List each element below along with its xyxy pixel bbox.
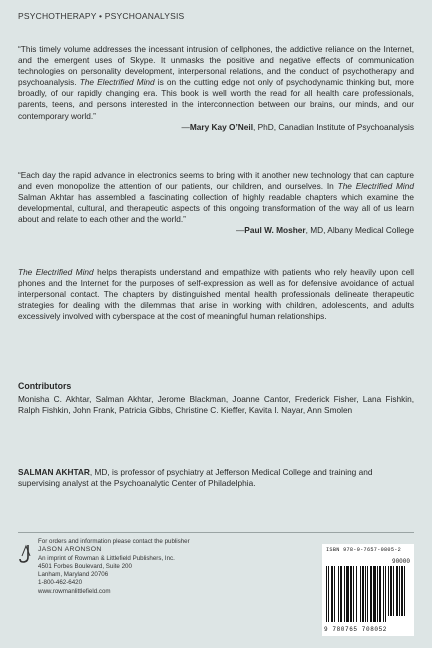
review-author: Paul W. Mosher [244,225,306,236]
isbn-barcode [322,544,414,636]
review-credentials: , PhD, Canadian Institute of Psychoanalysis [253,121,414,132]
review-quote-rest: Salman Akhtar has assembled a fascinating collection of highly readable chapters which examine the developmental, cultural, and therapeutic aspects of this ongoing transformation of the way all of us learn about and relate to each other and the world.” [18,192,414,225]
review-author: Mary Kay O’Neil [189,121,254,132]
book-title: The Electrified Mind [337,181,414,192]
review-o-neil [18,44,414,133]
review-quote-rest: is on the cutting edge not only of psychodynamic thinking but, more broadly, of our rapidly changing era. This book is well worth the read for all health care professionals, parents, teens, and persons interested in the interconnection between our brains, our minds, and our contemporary world.” [18,77,415,121]
category-label: PSYCHOTHERAPY • PSYCHOANALYSIS [18,11,185,21]
publisher-intro: For orders and information please contact the publisher [38,538,190,545]
publisher-phone: 1-800-462-6420 [38,579,83,587]
review-mosher [18,170,414,237]
author-bio-text: , MD, is professor of psychiatry at Jefferson Medical College and training and supervising analyst at the Psychoanalytic Center of Philadelphia. [18,467,373,489]
attribution-dash: — [181,121,190,132]
barcode-digits: 9 780765 708052 [324,626,388,633]
book-title: The Electrified Mind [18,267,94,277]
publisher-line: An imprint of Rowman & Littlefield Publishers, Inc. [38,554,175,562]
review-attribution [18,225,414,236]
barcode-bars [326,566,386,624]
publisher-name: JASON ARONSON [38,546,102,554]
publisher-website: www.rowmanlittlefield.com [38,587,111,595]
book-title: The Electrified Mind [79,77,155,88]
jason-aronson-logo-icon [19,544,33,564]
publisher-info [38,538,190,596]
attribution-dash: — [236,225,245,236]
price-code: 90000 [391,558,410,565]
author-bio [18,467,414,489]
publisher-address: 4501 Forbes Boulevard, Suite 200 [38,562,132,570]
contributors-heading: Contributors [18,381,72,391]
review-quote: “This timely volume addresses the incessant intrusion of cellphones, the addictive reliance on the Internet, and the emergent uses of Skype. It unmasks the positive and negative effects of communication technologies on personality development, interpersonal relations, and the conduct of psychotherapy and psychoanalysis. [18,44,414,88]
isbn-number: ISBN 978-0-7657-0805-2 [326,547,402,553]
description-text: helps therapists understand and empathize with patients who rely heavily upon cell phones and the Internet for the purposes of self-expression as well as for defensive avoidance of actual interpersonal contact. The chapters by distinguished mental health professionals delineate therapeutic strategies for dealing with the dilemmas that arise in working with children, adolescents, and adults excessively involved with cyberspace at the cost of meaningful human relationships. [18,267,414,322]
author-name: SALMAN AKHTAR [18,467,90,477]
publisher-city: Lanham, Maryland 20706 [38,571,109,579]
divider [18,532,414,533]
book-description [18,267,414,322]
contributors-list: Monisha C. Akhtar, Salman Akhtar, Jerome Blackman, Joanne Cantor, Frederick Fisher, Lana Fishkin, Ralph Fishkin, John Frank, Patricia Gibbs, Christine C. Kieffer, Kavita I. Nayar, Ann Smolen [18,394,414,416]
review-credentials: , MD, Albany Medical College [305,225,414,236]
review-quote: “Each day the rapid advance in electronics seems to bring with it another new technology that can capture and even monopolize the attention of our patients, our children, and ourselves. In [18,170,414,192]
review-attribution [18,122,414,133]
barcode-addon-bars [388,566,410,624]
